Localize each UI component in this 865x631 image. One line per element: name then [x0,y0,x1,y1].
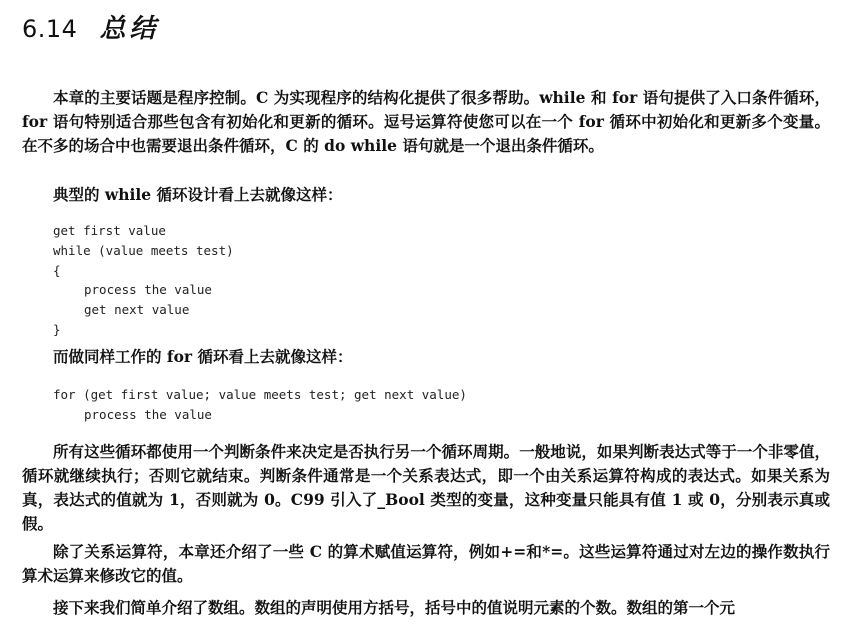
while-code-block [53,221,234,340]
code-line: { [53,262,61,278]
code-line: get first value [53,223,166,238]
for-intro-text: 而做同样工作的 for 循环看上去就像这样： [53,347,353,366]
code-line: while (value meets test) [53,242,234,258]
operators-paragraph: 除了关系运算符，本章还介绍了一些 C 的算术赋值运算符，例如+=和*=。这些运算符通过对左边的操作数执行算术运算来修改它的值。 [22,542,830,585]
for-code-block [53,385,467,425]
intro-paragraph: 本章的主要话题是程序控制。C 为实现程序的结构化提供了很多帮助。while 和 for 语句提供了入口条件循环，for 语句特别适合那些包含有初始化和更新的循环。逗号运算符使您可以在一个 for 循环中初始化和更新多个变量。在不多的场合中也需要退出条件循环，C 的 do while 语句就是一个退出条件循环。 [22,88,830,155]
section-title: 总结 [99,14,160,44]
section-heading [22,8,159,45]
code-line: get next value [84,302,190,318]
loop-condition-paragraph: 所有这些循环都使用一个判断条件来决定是否执行另一个循环周期。一般地说，如果判断表达式等于一个非零值，循环就继续执行；否则它就结束。判断条件通常是一个关系表达式，即一个由关系运算符构成的表达式。如果关系为真，表达式的值就为 1，否则就为 0。C99 引入了_Bool 类型的变量，这种变量只能具有值 1 或 0，分别表示真或假。 [22,442,830,533]
code-line: for (get first value; value meets test; get next value) [53,387,467,402]
code-line: } [53,321,61,337]
section-number: 6.14 [22,15,78,43]
while-intro-text: 典型的 while 循环设计看上去就像这样： [53,185,343,204]
code-line: process the value [84,282,212,298]
code-line: process the value [84,406,212,422]
arrays-paragraph: 接下来我们简单介绍了数组。数组的声明使用方括号，括号中的值说明元素的个数。数组的第一个元 [53,598,736,617]
